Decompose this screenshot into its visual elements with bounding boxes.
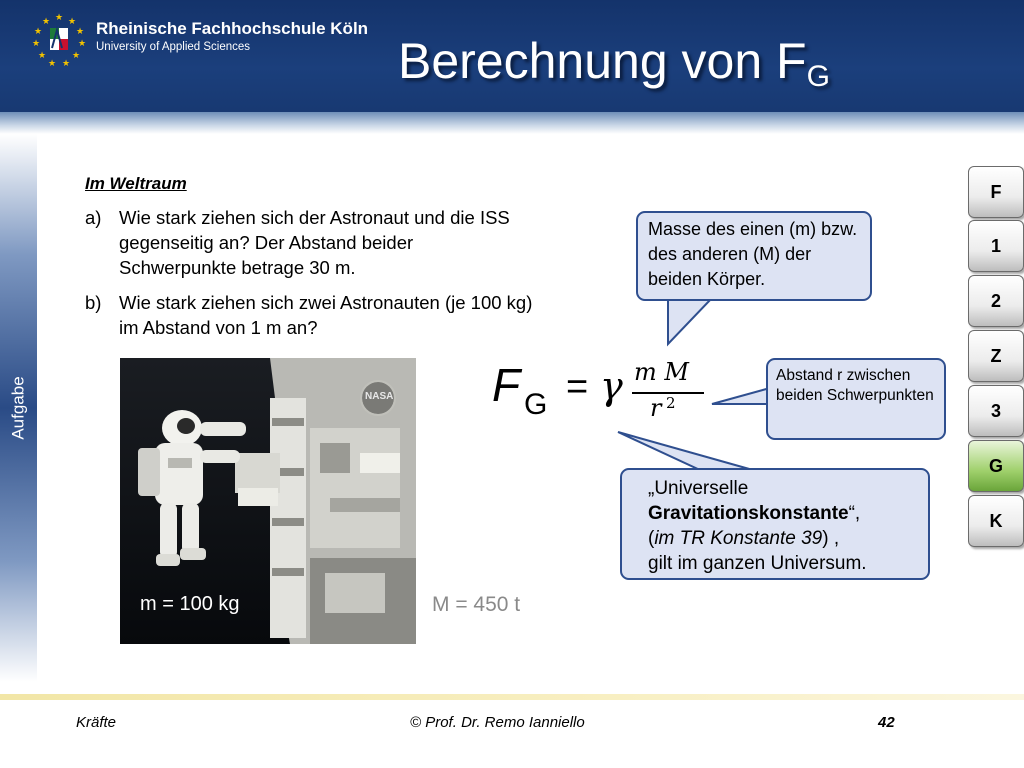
svg-text:★: ★ bbox=[41, 17, 51, 27]
nav-button-z[interactable]: Z bbox=[968, 330, 1024, 382]
constant-line-3 bbox=[648, 526, 902, 551]
nav-button-3[interactable]: 3 bbox=[968, 385, 1024, 437]
constant-open: ( bbox=[648, 528, 655, 549]
iss-mass-label: M = 450 t bbox=[432, 593, 521, 616]
callout-constant bbox=[620, 468, 930, 580]
svg-text:★: ★ bbox=[67, 17, 77, 27]
footer-author: © Prof. Dr. Remo Ianniello bbox=[410, 714, 585, 731]
nav-button-2[interactable]: 2 bbox=[968, 275, 1024, 327]
task-marker: b) bbox=[85, 292, 102, 313]
nav-button-f[interactable]: F bbox=[968, 166, 1024, 218]
svg-text:★: ★ bbox=[77, 39, 87, 49]
footer-divider bbox=[0, 694, 1024, 700]
slide-title-subscript: G bbox=[806, 60, 830, 93]
constant-close: ) , bbox=[822, 528, 840, 549]
constant-line-4: gilt im ganzen Universum. bbox=[648, 553, 867, 574]
task-text: Wie stark ziehen sich zwei Astronauten (je 100 kg) im Abstand von 1 m an? bbox=[119, 292, 533, 338]
formula-numerator: m M bbox=[634, 358, 689, 386]
callout-constant-text bbox=[622, 470, 928, 582]
callout-distance-text: Abstand r zwischen beiden Schwerpunkten bbox=[776, 367, 934, 404]
formula-denominator: r bbox=[650, 394, 662, 422]
formula-exponent: 2 bbox=[666, 394, 676, 412]
task-text: Wie stark ziehen sich der Astronaut und die ISS gegenseitig an? Der Abstand beider Schwerpunkte betrage 30 m. bbox=[119, 207, 510, 278]
formula-lhs: F bbox=[492, 359, 521, 411]
formula-lhs-subscript: G bbox=[524, 388, 548, 421]
constant-after-bold: “, bbox=[848, 503, 861, 524]
nav-button-k[interactable]: K bbox=[968, 495, 1024, 547]
astronaut-mass-label: m = 100 kg bbox=[140, 593, 240, 615]
nav-button-1[interactable]: 1 bbox=[968, 220, 1024, 272]
constant-line-1: „Universelle bbox=[648, 478, 749, 499]
nav-button-g[interactable]: G bbox=[968, 440, 1024, 492]
task-marker: a) bbox=[85, 207, 102, 228]
constant-bold: Gravitationskonstante bbox=[648, 503, 849, 524]
footer-topic: Kräfte bbox=[76, 714, 117, 731]
section-heading: Im Weltraum bbox=[85, 174, 187, 193]
svg-text:★: ★ bbox=[54, 13, 64, 23]
slide-title-text: Berechnung von F bbox=[398, 33, 807, 89]
constant-italic: im TR Konstante 39 bbox=[654, 528, 823, 549]
institution-subtitle: University of Applied Sciences bbox=[96, 41, 251, 53]
svg-text:★: ★ bbox=[33, 27, 43, 37]
formula-equals: = bbox=[566, 366, 589, 408]
svg-text:★: ★ bbox=[75, 27, 85, 37]
footer-page-number: 42 bbox=[878, 714, 895, 731]
sidebar-label: Aufgabe bbox=[8, 376, 28, 440]
formula-gamma: γ bbox=[600, 364, 623, 408]
svg-text:★: ★ bbox=[61, 59, 71, 68]
institution-name: Rheinische Fachhochschule Köln bbox=[96, 19, 369, 38]
constant-line-2 bbox=[648, 501, 902, 526]
svg-text:★: ★ bbox=[37, 51, 47, 61]
nasa-logo-text: NASA bbox=[365, 391, 394, 402]
svg-text:★: ★ bbox=[71, 51, 81, 61]
callout-distance bbox=[766, 358, 946, 440]
gravity-formula bbox=[492, 358, 712, 438]
callout-mass-text: Masse des einen (m) bzw. des anderen (M) der beiden Körper. bbox=[648, 219, 858, 289]
svg-text:★: ★ bbox=[47, 59, 57, 68]
svg-text:★: ★ bbox=[31, 39, 41, 49]
callout-mass bbox=[636, 211, 872, 301]
